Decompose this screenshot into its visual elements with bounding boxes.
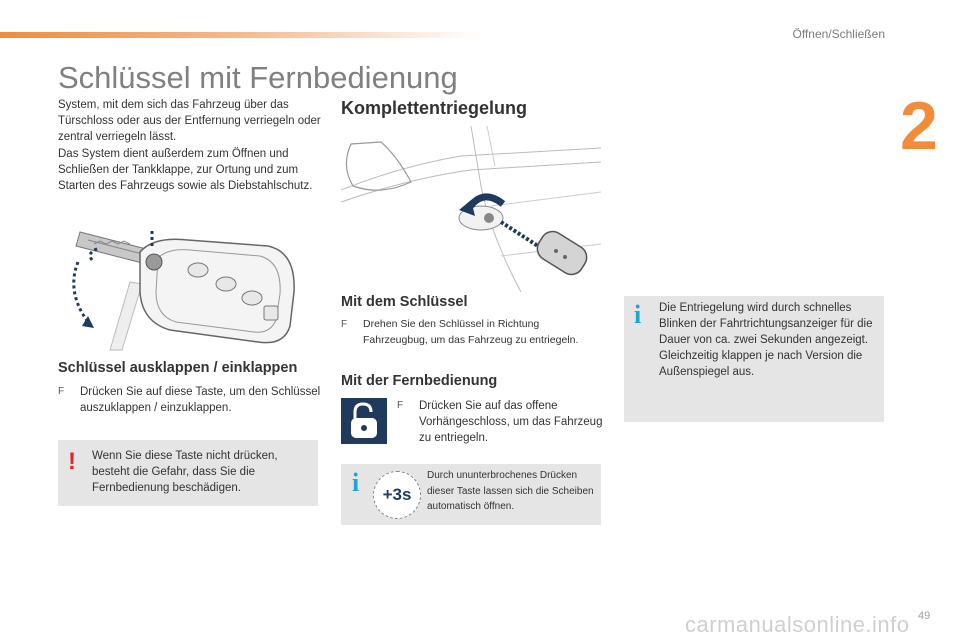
bullet-marker: F: [397, 400, 404, 411]
remote-step-text: Drücken Sie auf das offene Vorhängeschloss, um das Fahrzeug zu entriegeln.: [419, 400, 603, 444]
bullet-marker: F: [58, 386, 65, 397]
intro-paragraph: System, mit dem sich das Fahrzeug über das Türschloss oder aus der Entfernung verriegeln oder zentral verriegeln lässt.: [58, 99, 321, 144]
hold-badge-text: +3s: [382, 485, 412, 504]
header-accent-bar: [0, 32, 480, 38]
watermark: carmanualsonline.info: [685, 612, 910, 637]
with-key-step-text: Drehen Sie den Schlüssel in Richtung Fahrzeugbug, um das Fahrzeug zu entriegeln.: [363, 318, 579, 346]
info-icon: i: [352, 468, 360, 497]
remote-step: [397, 398, 609, 446]
warning-icon: !: [68, 448, 76, 475]
fold-step-text: Drücken Sie auf diese Taste, um den Schlüssel auszuklappen / einzuklappen.: [80, 386, 321, 414]
page-title: Schlüssel mit Fernbedienung: [58, 60, 458, 95]
section-label: Öffnen/Schließen: [792, 27, 885, 41]
side-note-text: [659, 300, 881, 380]
side-note-paragraph: Die Entriegelung wird durch schnelles Blinken der Fahrtrichtungsanzeiger für die Dauer von ca. zwei Sekunden angezeigt.: [659, 302, 873, 346]
key-fold-illustration: [58, 222, 320, 352]
hold-note-text: Durch ununterbrochenes Drücken dieser Taste lassen sich die Scheiben automatisch öffnen.: [427, 470, 594, 512]
info-icon: i: [634, 300, 642, 329]
with-key-heading: Mit dem Schlüssel: [341, 294, 468, 310]
side-note-paragraph: Gleichzeitig klappen je nach Version die Außenspiegel aus.: [659, 350, 863, 378]
hold-badge: [373, 471, 421, 519]
fold-step: [58, 384, 322, 416]
door-lock-illustration: [341, 126, 601, 292]
unlock-heading: Komplettentriegelung: [341, 98, 528, 118]
bullet-marker: F: [341, 319, 348, 330]
fold-heading: Schlüssel ausklappen / einklappen: [58, 360, 298, 376]
unlock-button-icon: [341, 398, 387, 444]
warning-text: Wenn Sie diese Taste nicht drücken, besteht die Gefahr, dass Sie die Fernbedienung beschädigen.: [92, 450, 278, 494]
remote-heading: Mit der Fernbedienung: [341, 373, 498, 389]
intro-text: [58, 97, 326, 194]
with-key-step: [341, 317, 603, 348]
chapter-number: 2: [900, 88, 938, 164]
intro-paragraph: Das System dient außerdem zum Öffnen und Schließen der Tankklappe, zur Ortung und zum Starten des Fahrzeugs sowie als Diebstahlschutz.: [58, 147, 313, 193]
page-number: 49: [918, 610, 931, 622]
